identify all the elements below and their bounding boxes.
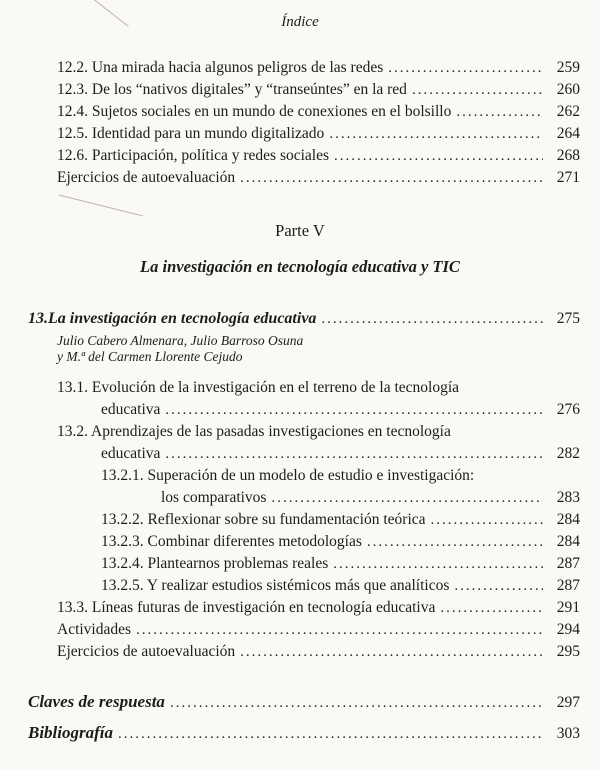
dot-leader bbox=[136, 619, 543, 641]
page-number: 295 bbox=[556, 643, 580, 660]
dot-leader bbox=[388, 57, 543, 79]
scan-artifact bbox=[59, 195, 143, 217]
toc-section-end bbox=[0, 687, 600, 749]
part-label: Parte V bbox=[275, 221, 325, 240]
chapter-authors bbox=[0, 333, 600, 365]
dot-leader bbox=[440, 597, 543, 619]
toc-item-text: Bibliografía bbox=[28, 723, 114, 742]
dot-leader bbox=[321, 307, 543, 331]
dot-leader bbox=[240, 167, 543, 189]
toc-item bbox=[28, 641, 580, 663]
toc-item-chapter-13 bbox=[0, 307, 600, 331]
chapter-title: La investigación en tecnología educativa bbox=[48, 310, 317, 327]
dot-leader bbox=[165, 443, 543, 465]
toc-item-text: 12.3. De los “nativos digitales” y “transeúntes” en la red bbox=[57, 81, 407, 98]
toc-item bbox=[28, 377, 580, 421]
page-number: 262 bbox=[556, 103, 580, 120]
toc-item-text: 13.2.2. Reflexionar sobre su fundamentación teórica bbox=[101, 511, 426, 528]
toc-item bbox=[28, 687, 580, 718]
page-number: 276 bbox=[556, 401, 580, 418]
dot-leader bbox=[240, 641, 543, 663]
dot-leader bbox=[333, 553, 543, 575]
dot-leader bbox=[165, 399, 543, 421]
toc-item bbox=[28, 597, 580, 619]
page-number: 275 bbox=[556, 310, 580, 327]
toc-item bbox=[28, 718, 580, 749]
toc-item bbox=[28, 465, 580, 509]
page-number: 297 bbox=[556, 694, 580, 711]
toc-item-text: 12.4. Sujetos sociales en un mundo de conexiones en el bolsillo bbox=[57, 103, 452, 120]
toc-item bbox=[28, 531, 580, 553]
part-heading bbox=[0, 221, 600, 277]
toc-item-text: Ejercicios de autoevaluación bbox=[57, 643, 236, 660]
page-number: 264 bbox=[556, 125, 580, 142]
toc-item-text: educativa bbox=[101, 401, 161, 418]
dot-leader bbox=[367, 531, 543, 553]
toc-item-text: 13.2.3. Combinar diferentes metodologías bbox=[101, 533, 362, 550]
page-number: 268 bbox=[556, 147, 580, 164]
dot-leader bbox=[431, 509, 543, 531]
toc-item-text: 13.1. Evolución de la investigación en el terreno de la tecnología bbox=[57, 379, 460, 396]
dot-leader bbox=[456, 101, 543, 123]
dot-leader bbox=[271, 487, 543, 509]
page-number: 287 bbox=[556, 577, 580, 594]
toc-item-text: los comparativos bbox=[161, 489, 267, 506]
toc-item-text: 12.6. Participación, política y redes sociales bbox=[57, 147, 330, 164]
toc-item-text: 13.2.5. Y realizar estudios sistémicos más que analíticos bbox=[101, 577, 450, 594]
page-number: 271 bbox=[556, 169, 580, 186]
toc-item bbox=[28, 79, 580, 101]
toc-item bbox=[28, 421, 580, 465]
toc-section-chapter13 bbox=[0, 377, 600, 663]
page-number: 287 bbox=[556, 555, 580, 572]
part-title: La investigación en tecnología educativa y TIC bbox=[140, 257, 460, 276]
toc-item-text: 13.2.1. Superación de un modelo de estudio e investigación: bbox=[101, 467, 475, 484]
dot-leader bbox=[329, 123, 543, 145]
page-number: 282 bbox=[556, 445, 580, 462]
toc-item bbox=[28, 57, 580, 79]
toc-item bbox=[28, 619, 580, 641]
page-number: 259 bbox=[556, 59, 580, 76]
dot-leader bbox=[412, 79, 543, 101]
toc-item bbox=[28, 123, 580, 145]
toc-item-text: 12.2. Una mirada hacia algunos peligros de las redes bbox=[57, 59, 384, 76]
page-number: 284 bbox=[556, 533, 580, 550]
page-number: 260 bbox=[556, 81, 580, 98]
toc-item-text: 13.2. Aprendizajes de las pasadas investigaciones en tecnología bbox=[57, 423, 451, 440]
toc-item bbox=[28, 167, 580, 189]
toc-item-text: Claves de respuesta bbox=[28, 692, 165, 711]
toc-item-text: 13.3. Líneas futuras de investigación en tecnología educativa bbox=[57, 599, 436, 616]
toc-item bbox=[28, 145, 580, 167]
toc-item-text: Ejercicios de autoevaluación bbox=[57, 169, 236, 186]
toc-item bbox=[28, 575, 580, 597]
page-number: 283 bbox=[556, 489, 580, 506]
toc-item-text: 13.2.4. Plantearnos problemas reales bbox=[101, 555, 329, 572]
dot-leader bbox=[454, 575, 543, 597]
toc-item bbox=[28, 553, 580, 575]
page-number: 284 bbox=[556, 511, 580, 528]
page-number: 303 bbox=[556, 725, 580, 742]
toc-item-text: educativa bbox=[101, 445, 161, 462]
toc-section-chapter12 bbox=[0, 57, 600, 189]
toc-item-text: Actividades bbox=[57, 621, 132, 638]
page-number: 291 bbox=[556, 599, 580, 616]
dot-leader bbox=[334, 145, 543, 167]
author-line: y M.ª del Carmen Llorente Cejudo bbox=[57, 349, 243, 364]
toc-item-text: 12.5. Identidad para un mundo digitalizado bbox=[57, 125, 325, 142]
dot-leader bbox=[118, 719, 543, 749]
author-line: Julio Cabero Almenara, Julio Barroso Osuna bbox=[57, 333, 304, 348]
page-title: Índice bbox=[281, 14, 319, 30]
page-number: 294 bbox=[556, 621, 580, 638]
dot-leader bbox=[170, 688, 543, 718]
toc-item bbox=[28, 509, 580, 531]
chapter-number: 13. bbox=[28, 310, 48, 327]
toc-item bbox=[28, 101, 580, 123]
